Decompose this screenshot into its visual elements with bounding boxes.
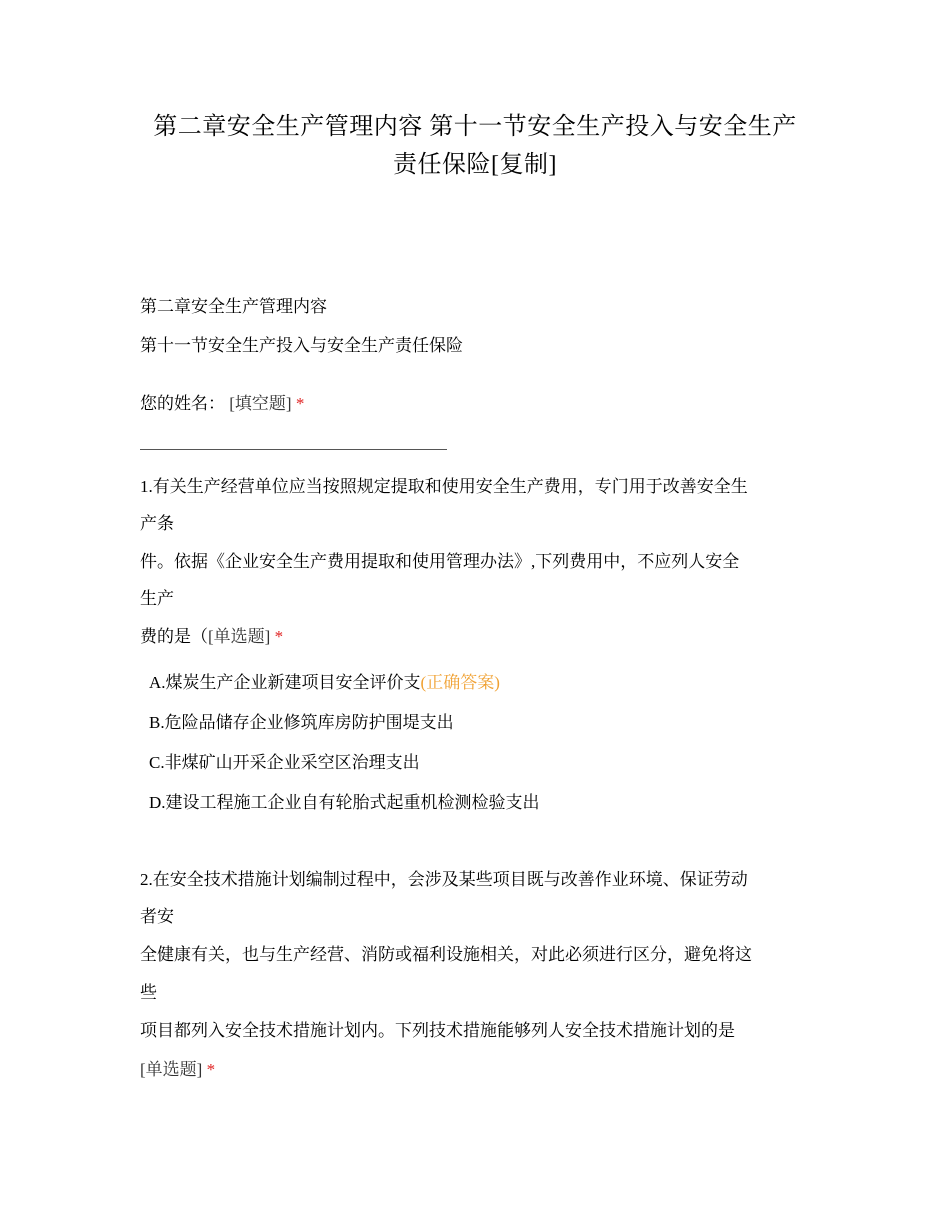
q1-text-line: 1.有关生产经营单位应当按照规定提取和使用安全生产费用，专门用于改善安全生 [140, 477, 748, 496]
option-text: D.建设工程施工企业自有轮胎式起重机检测检验支出 [149, 793, 540, 812]
title-line-1: 第二章安全生产管理内容 第十一节安全生产投入与安全生产 [153, 114, 797, 140]
required-mark: * [274, 627, 284, 646]
option-text: B.危险品储存企业修筑库房防护围堤支出 [149, 713, 454, 732]
option-text: A.煤炭生产企业新建项目安全评价支 [149, 673, 421, 692]
name-question [140, 392, 304, 416]
document-title [140, 108, 810, 184]
q2-text-line: 者安 [140, 907, 174, 926]
question-type-tag: [单选题] [208, 627, 271, 646]
name-question-label: 您的姓名： [140, 394, 225, 413]
correct-answer-note: (正确答案) [420, 673, 500, 692]
section-heading: 第十一节安全生产投入与安全生产责任保险 [140, 336, 463, 355]
q1-option-a[interactable] [149, 671, 500, 695]
q2-text-line: 全健康有关，也与生产经营、消防或福利设施相关，对此必须进行区分，避免将这 [140, 945, 752, 964]
title-line-2: 责任保险[复制] [393, 152, 557, 178]
q1-text-line-last [140, 625, 283, 649]
q1-text-line: 生产 [140, 589, 174, 608]
q2-type-line [140, 1058, 215, 1082]
chapter-heading: 第二章安全生产管理内容 [140, 297, 327, 316]
option-text: C.非煤矿山开采企业采空区治理支出 [149, 753, 420, 772]
q1-text-line: 件。依据《企业安全生产费用提取和使用管理办法》,下列费用中，不应列人安全 [140, 552, 740, 571]
q1-text-line: 产条 [140, 514, 174, 533]
question-type-tag: [单选题] [140, 1060, 203, 1079]
name-input-line[interactable] [140, 449, 447, 450]
q1-option-b[interactable] [149, 711, 454, 735]
q1-option-c[interactable] [149, 751, 420, 775]
q1-text-tail: 费的是（ [140, 627, 208, 646]
required-mark: * [206, 1060, 216, 1079]
question-type-tag: [填空题] [229, 394, 292, 413]
q2-text-line: 2.在安全技术措施计划编制过程中，会涉及某些项目既与改善作业环境、保证劳动 [140, 870, 748, 889]
q1-option-d[interactable] [149, 791, 540, 815]
required-mark: * [295, 394, 305, 413]
q2-text-line: 项目都列入安全技术措施计划内。下列技术措施能够列人安全技术措施计划的是 [140, 1021, 735, 1040]
q2-text-line: 些 [140, 983, 157, 1002]
